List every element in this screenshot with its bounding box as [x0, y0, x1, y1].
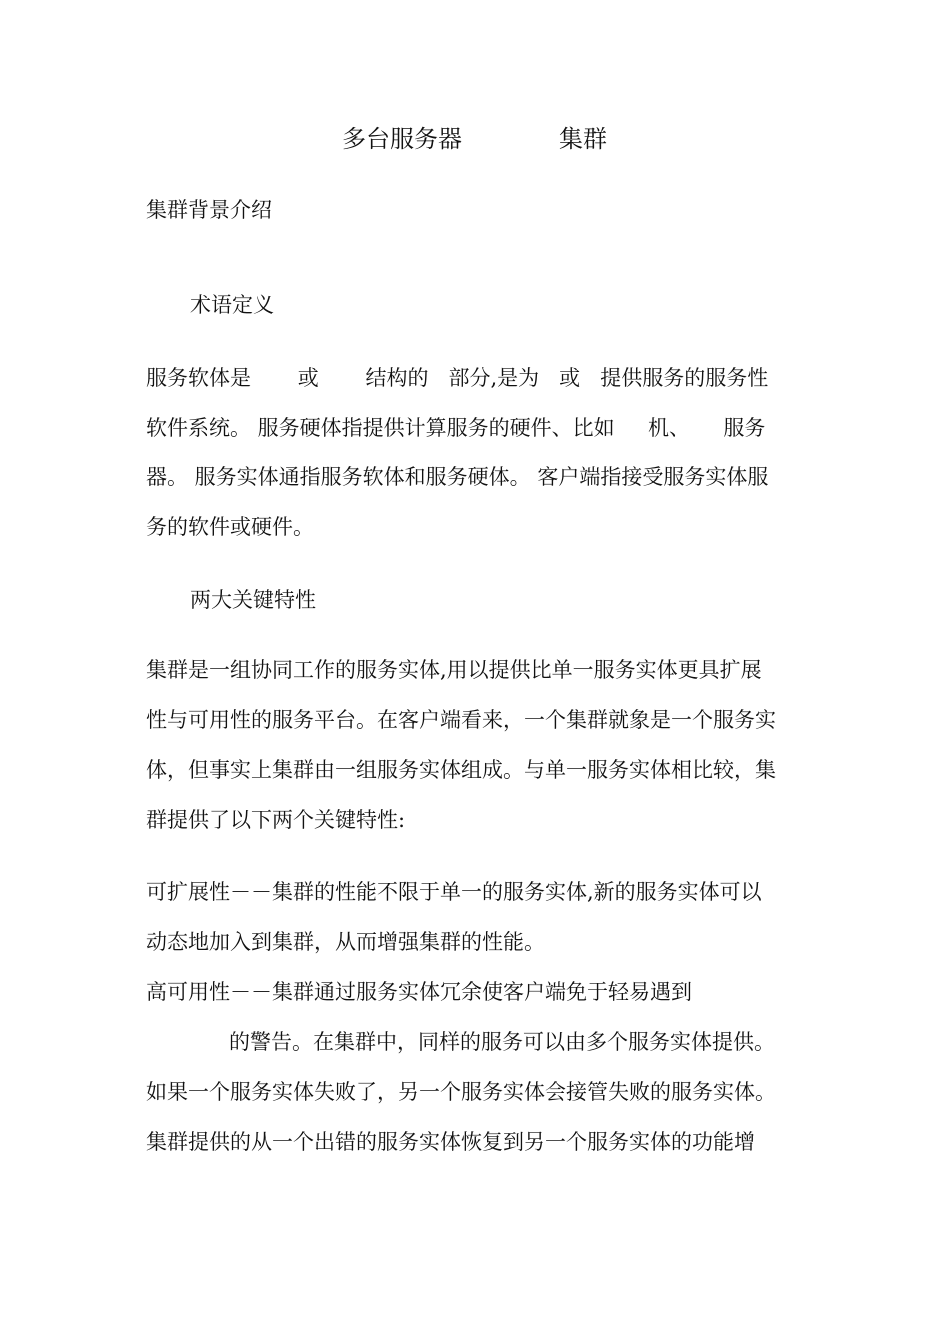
paragraph-line: 高可用性－－集群通过服务实体冗余使客户端免于轻易遇到 — [146, 980, 692, 1004]
section-heading-terms: 术语定义 — [190, 293, 274, 317]
paragraph-line: 器。 服务实体通指服务软体和服务硬体。 客户端指接受服务实体服 — [146, 465, 769, 489]
paragraph-line: 性与可用性的服务平台。在客户端看来，一个集群就象是一个服务实 — [146, 708, 776, 732]
paragraph-line: 群提供了以下两个关键特性: — [146, 808, 406, 832]
paragraph-line: 集群提供的从一个出错的服务实体恢复到另一个服务实体的功能增 — [146, 1130, 755, 1154]
paragraph-line: 体，但事实上集群由一组服务实体组成。与单一服务实体相比较，集 — [146, 758, 776, 782]
paragraph-line: 集群是一组协同工作的服务实体,用以提供比单一服务实体更具扩展 — [146, 658, 762, 682]
title-left: 多台服务器 — [342, 125, 462, 153]
paragraph-line: 如果一个服务实体失败了，另一个服务实体会接管失败的服务实体。 — [146, 1080, 776, 1104]
paragraph-line: 的警告。在集群中，同样的服务可以由多个服务实体提供。 — [229, 1030, 775, 1054]
paragraph-line: 动态地加入到集群，从而增强集群的性能。 — [146, 930, 545, 954]
section-heading-features: 两大关键特性 — [190, 588, 316, 612]
paragraph-line: 可扩展性－－集群的性能不限于单一的服务实体,新的服务实体可以 — [146, 880, 762, 904]
title-right: 集群 — [559, 125, 607, 153]
paragraph-line: 务的软件或硬件。 — [146, 515, 314, 539]
section-heading-background: 集群背景介绍 — [146, 198, 272, 222]
paragraph-line: 服务软体是 或 结构的 部分,是为 或 提供服务的服务性 — [146, 366, 769, 390]
paragraph-line: 软件系统。 服务硬体指提供计算服务的硬件、比如 机、 服务 — [146, 416, 766, 440]
